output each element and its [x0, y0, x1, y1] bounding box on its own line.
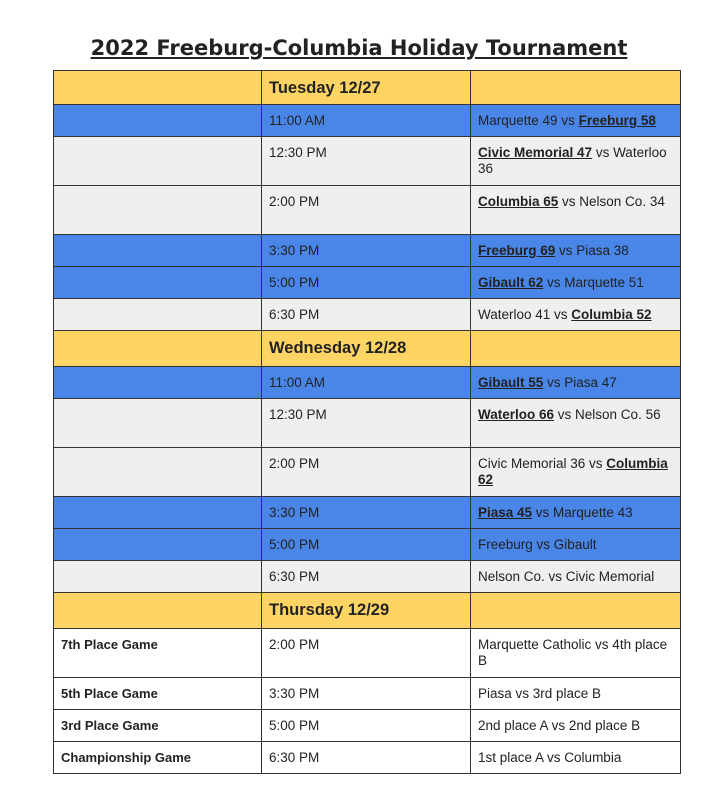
- winner-score: Piasa 45: [478, 505, 533, 520]
- game-label: [54, 235, 262, 267]
- game-time: 3:30 PM: [262, 235, 471, 267]
- game-row: [54, 497, 681, 529]
- game-row: [54, 235, 681, 267]
- game-matchup: [471, 267, 681, 299]
- game-time: 2:00 PM: [262, 448, 471, 497]
- game-row: [54, 137, 681, 186]
- matchup-text: vs Nelson Co. 56: [554, 407, 661, 422]
- game-label: [54, 448, 262, 497]
- game-matchup: [471, 105, 681, 137]
- game-label: 3rd Place Game: [54, 710, 262, 742]
- game-label: [54, 497, 262, 529]
- game-label: [54, 105, 262, 137]
- matchup-text: Nelson Co. vs Civic Memorial: [478, 569, 655, 584]
- game-label: [54, 299, 262, 331]
- game-row: [54, 629, 681, 678]
- matchup-text: Civic Memorial 36 vs: [478, 456, 607, 471]
- winner-score: Gibault 55: [478, 375, 544, 390]
- matchup-text: 2nd place A vs 2nd place B: [478, 718, 641, 733]
- game-row: [54, 678, 681, 710]
- game-label: [54, 529, 262, 561]
- game-matchup: [471, 399, 681, 448]
- matchup-text: Freeburg vs Gibault: [478, 537, 597, 552]
- matchup-text: vs Nelson Co. 34: [558, 194, 665, 209]
- game-row: [54, 561, 681, 593]
- game-matchup: [471, 137, 681, 186]
- game-label: [54, 137, 262, 186]
- game-row: [54, 267, 681, 299]
- matchup-text: vs Waterloo 36: [478, 145, 667, 176]
- day-header-blank: [471, 331, 681, 367]
- matchup-text: vs Marquette 51: [543, 275, 644, 290]
- game-row: [54, 367, 681, 399]
- winner-score: Civic Memorial 47: [478, 145, 593, 160]
- matchup-text: Marquette 49: [478, 113, 558, 128]
- game-time: 3:30 PM: [262, 678, 471, 710]
- game-row: [54, 529, 681, 561]
- matchup-text: 1st place A vs Columbia: [478, 750, 622, 765]
- game-label: 7th Place Game: [54, 629, 262, 678]
- winner-score: Freeburg 58: [578, 113, 656, 128]
- game-matchup: [471, 561, 681, 593]
- matchup-text: vs Marquette 43: [532, 505, 633, 520]
- game-row: [54, 399, 681, 448]
- winner-score: Waterloo 66: [478, 407, 555, 422]
- game-time: 3:30 PM: [262, 497, 471, 529]
- day-header-row: [54, 593, 681, 629]
- game-time: 6:30 PM: [262, 742, 471, 774]
- day-header-row: [54, 331, 681, 367]
- page-title: 2022 Freeburg-Columbia Holiday Tournament: [90, 36, 628, 60]
- matchup-text: vs Piasa 38: [555, 243, 629, 258]
- matchup-text: vs Piasa 47: [543, 375, 617, 390]
- game-matchup: [471, 678, 681, 710]
- game-label: Championship Game: [54, 742, 262, 774]
- game-row: [54, 710, 681, 742]
- winner-score: Freeburg 69: [478, 243, 556, 258]
- game-row: [54, 448, 681, 497]
- game-label: 5th Place Game: [54, 678, 262, 710]
- game-matchup: [471, 299, 681, 331]
- day-header-blank: [54, 331, 262, 367]
- matchup-text: Marquette Catholic vs 4th place B: [478, 637, 668, 668]
- day-header-blank: [471, 71, 681, 105]
- game-time: 12:30 PM: [262, 399, 471, 448]
- game-matchup: [471, 367, 681, 399]
- game-matchup: [471, 629, 681, 678]
- game-time: 12:30 PM: [262, 137, 471, 186]
- day-header-label: Tuesday 12/27: [262, 71, 471, 105]
- game-matchup: [471, 448, 681, 497]
- winner-score: Columbia 52: [571, 307, 652, 322]
- day-header-label: Wednesday 12/28: [262, 331, 471, 367]
- game-matchup: [471, 186, 681, 235]
- day-header-blank: [54, 593, 262, 629]
- day-header-row: [54, 71, 681, 105]
- game-time: 2:00 PM: [262, 629, 471, 678]
- game-label: [54, 367, 262, 399]
- game-time: 5:00 PM: [262, 710, 471, 742]
- game-label: [54, 399, 262, 448]
- game-time: 11:00 AM: [262, 105, 471, 137]
- game-row: [54, 299, 681, 331]
- game-matchup: [471, 710, 681, 742]
- matchup-text: Piasa vs 3rd place B: [478, 686, 602, 701]
- game-time: 5:00 PM: [262, 529, 471, 561]
- game-time: 11:00 AM: [262, 367, 471, 399]
- winner-score: Columbia 65: [478, 194, 559, 209]
- winner-score: Columbia 62: [478, 456, 668, 487]
- game-row: [54, 105, 681, 137]
- game-time: 2:00 PM: [262, 186, 471, 235]
- game-matchup: [471, 235, 681, 267]
- game-row: [54, 742, 681, 774]
- matchup-text: vs: [557, 113, 579, 128]
- game-time: 6:30 PM: [262, 561, 471, 593]
- day-header-label: Thursday 12/29: [262, 593, 471, 629]
- game-label: [54, 186, 262, 235]
- game-matchup: [471, 497, 681, 529]
- game-label: [54, 561, 262, 593]
- schedule-body: [54, 71, 681, 774]
- game-label: [54, 267, 262, 299]
- game-time: 6:30 PM: [262, 299, 471, 331]
- day-header-blank: [471, 593, 681, 629]
- game-row: [54, 186, 681, 235]
- game-time: 5:00 PM: [262, 267, 471, 299]
- winner-score: Gibault 62: [478, 275, 544, 290]
- matchup-text: Waterloo 41 vs: [478, 307, 572, 322]
- game-matchup: [471, 742, 681, 774]
- game-matchup: [471, 529, 681, 561]
- schedule-table: [53, 70, 681, 774]
- day-header-blank: [54, 71, 262, 105]
